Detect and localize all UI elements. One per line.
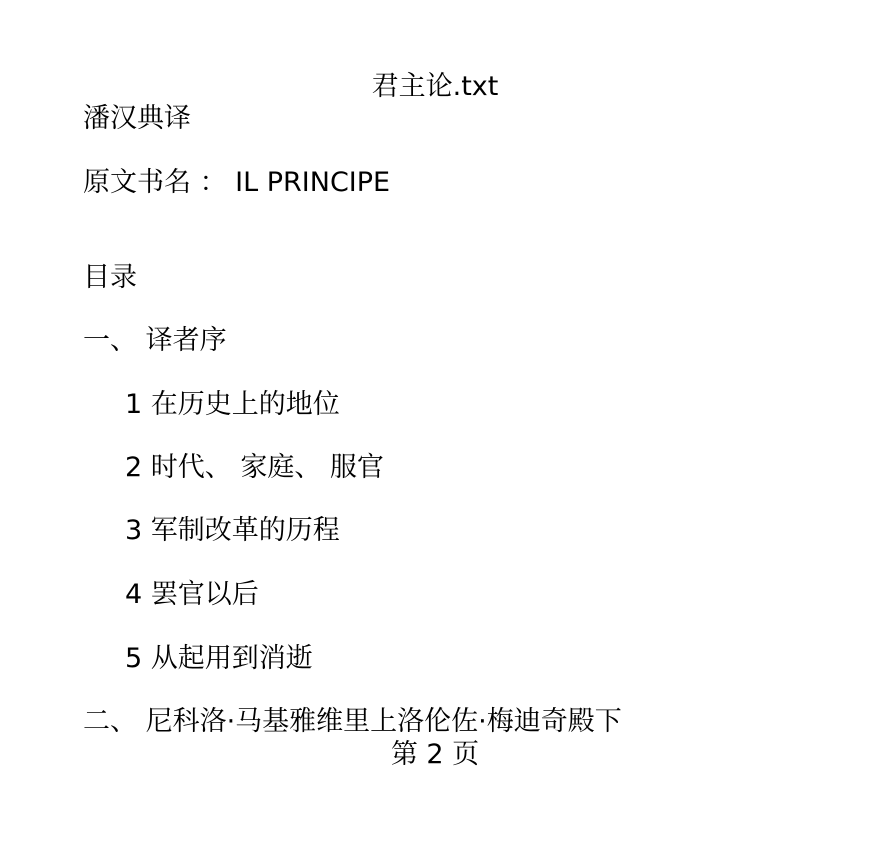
toc-subitem-era-family-office: 2 时代、 家庭、 服官 <box>125 452 384 483</box>
toc-subitem-from-appointment-to-death: 5 从起用到消逝 <box>125 643 313 674</box>
toc-item-preface: 一、 译者序 <box>83 325 227 356</box>
toc-subitem-military-reform: 3 军制改革的历程 <box>125 515 340 546</box>
translator-line: 潘汉典译 <box>83 103 191 134</box>
toc-item-dedication: 二、 尼科洛·马基雅维里上洛伦佐·梅迪奇殿下 <box>83 706 622 737</box>
toc-heading: 目录 <box>83 262 137 293</box>
page-number-footer: 第 2 页 <box>390 739 480 770</box>
document-title: 君主论.txt <box>371 71 499 102</box>
toc-subitem-historical-position: 1 在历史上的地位 <box>125 389 340 420</box>
original-title-line: 原文书名 ： IL PRINCIPE <box>83 167 391 198</box>
toc-subitem-after-dismissal: 4 罢官以后 <box>125 579 259 610</box>
